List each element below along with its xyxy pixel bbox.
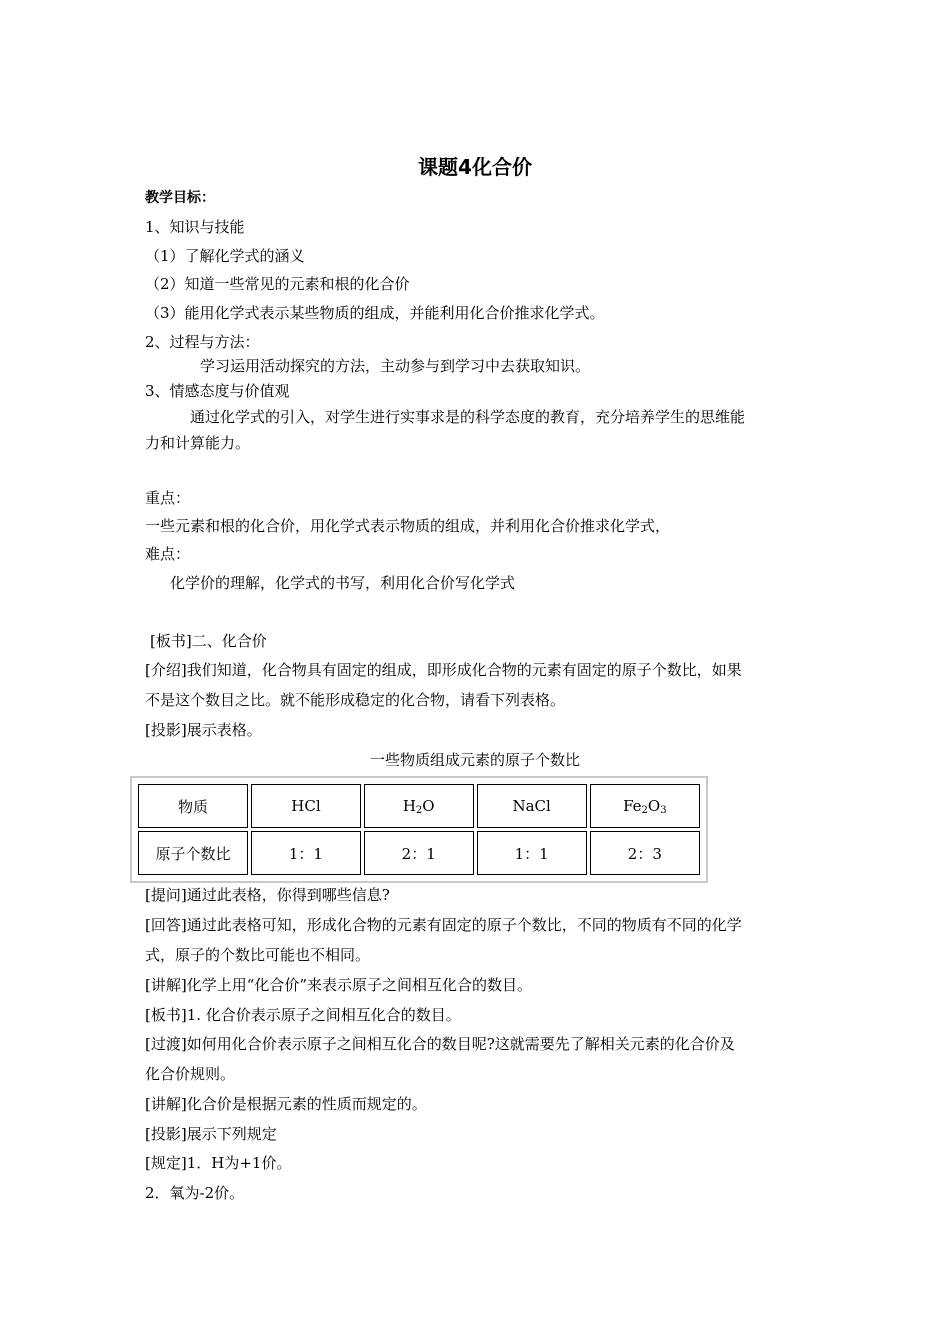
process-methods-text: 学习运用活动探究的方法，主动参与到学习中去获取知识。	[200, 357, 591, 375]
table-cell-hcl: HCl	[251, 784, 361, 828]
atom-ratio-table-frame	[130, 776, 708, 883]
table-cell-nacl: NaCl	[477, 784, 587, 828]
table-row-label-substance: 物质	[138, 784, 248, 828]
table-cell-ratio-nacl: 1：1	[477, 831, 587, 875]
table-cell-ratio-hcl: 1：1	[251, 831, 361, 875]
key-points-text: 一些元素和根的化合价，用化学式表示物质的组成，并利用化合价推求化学式，	[145, 517, 671, 535]
transition-line-2: 化合价规则。	[145, 1065, 236, 1083]
objective-item-2: （2）知道一些常见的元素和根的化合价	[145, 275, 410, 293]
answer-line-1: [回答]通过此表格可知，形成化合物的元素有固定的原子个数比，不同的物质有不同的化学	[145, 916, 742, 934]
objectives-heading: 教学目标：	[145, 190, 215, 206]
question-line: [提问]通过此表格，你得到哪些信息?	[145, 886, 390, 904]
objective-item-1: （1）了解化学式的涵义	[145, 247, 305, 265]
explanation-line-1: [讲解]化学上用“化合价”来表示原子之间相互化合的数目。	[145, 976, 533, 994]
table-caption: 一些物质组成元素的原子个数比	[369, 751, 580, 769]
answer-line-2: 式，原子的个数比可能也不相同。	[145, 946, 371, 964]
projection-rules-note: [投影]展示下列规定	[145, 1125, 277, 1143]
table-row-label-ratio: 原子个数比	[138, 831, 248, 875]
board-note-valence: [板书]二、化合价	[150, 632, 267, 650]
atom-ratio-table	[135, 781, 703, 878]
difficulties-text: 化学价的理解，化学式的书写，利用化合价写化学式	[170, 574, 516, 592]
attitudes-text-line-1: 通过化学式的引入，对学生进行实事求是的科学态度的教育，充分培养学生的思维能	[190, 408, 746, 426]
board-note-definition: [板书]1. 化合价表示原子之间相互化合的数目。	[145, 1006, 461, 1024]
intro-line-1: [介绍]我们知道，化合物具有固定的组成，即形成化合物的元素有固定的原子个数比，如果	[145, 661, 742, 679]
table-cell-ratio-h2o: 2：1	[364, 831, 474, 875]
transition-line-1: [过渡]如何用化合价表示原子之间相互化合的数目呢?这就需要先了解相关元素的化合价及	[145, 1035, 735, 1053]
objective-item-3: （3）能用化学式表示某些物质的组成，并能利用化合价推求化学式。	[145, 304, 605, 322]
intro-line-2: 不是这个数目之比。就不能形成稳定的化合物，请看下列表格。	[145, 691, 566, 709]
table-row	[138, 831, 700, 875]
difficulties-heading: 难点：	[145, 545, 191, 563]
explanation-line-2: [讲解]化合价是根据元素的性质而规定的。	[145, 1095, 427, 1113]
table-cell-ratio-fe2o3: 2：3	[590, 831, 700, 875]
rule-2: 2．氧为-2价。	[145, 1184, 245, 1202]
section-process-methods: 2、过程与方法：	[145, 333, 260, 351]
table-row	[138, 784, 700, 828]
section-attitudes-values: 3、情感态度与价值观	[145, 382, 290, 400]
key-points-heading: 重点：	[145, 489, 191, 507]
table-cell-fe2o3: $Fe_2O_3$	[590, 784, 700, 828]
rule-1: [规定]1．H为+1价。	[145, 1154, 292, 1172]
section-knowledge-skills: 1、知识与技能	[145, 218, 245, 236]
attitudes-text-line-2: 力和计算能力。	[145, 434, 251, 452]
page-title: 课题4化合价	[418, 155, 532, 179]
table-cell-h2o: $H_2O$	[364, 784, 474, 828]
projection-table-note: [投影]展示表格。	[145, 721, 262, 739]
